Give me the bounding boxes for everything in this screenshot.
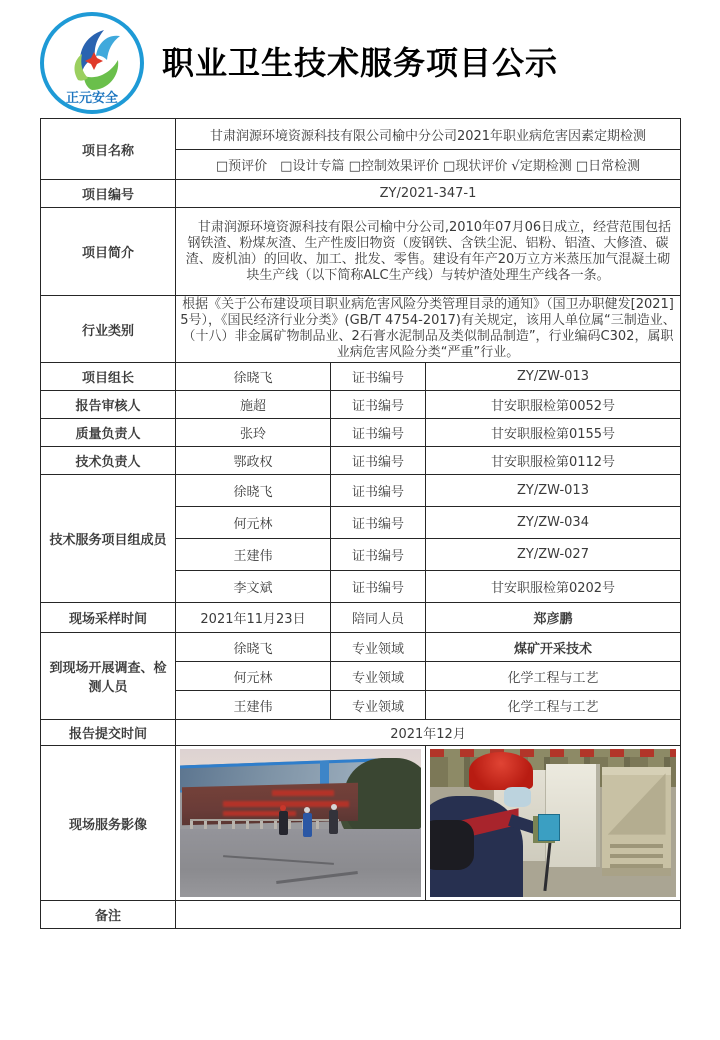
- team-member-name: 王建伟: [176, 539, 331, 571]
- team-member-name: 李文斌: [176, 571, 331, 603]
- investigator-field: 煤矿开采技术: [426, 633, 681, 662]
- companion-name: 郑彦鹏: [426, 603, 681, 633]
- photo-steel-structure: [602, 767, 671, 877]
- remark-value: [176, 901, 681, 929]
- cert-number-label: 证书编号: [331, 507, 426, 539]
- project-brief-label: 项目简介: [41, 208, 176, 296]
- field-label: 专业领域: [331, 633, 426, 662]
- cert-number-label: 证书编号: [331, 571, 426, 603]
- photo-worker: [279, 811, 288, 835]
- photo-sampling-device: [538, 814, 560, 841]
- sampling-time-label: 现场采样时间: [41, 603, 176, 633]
- photo-backpack: [430, 820, 474, 870]
- industry-category-label: 行业类别: [41, 296, 176, 363]
- photo-worker: [303, 813, 312, 837]
- project-number-label: 项目编号: [41, 180, 176, 208]
- report-time-label: 报告提交时间: [41, 720, 176, 746]
- investigators-label: 到现场开展调查、检测人员: [41, 633, 176, 720]
- document-header: [0, 0, 720, 118]
- photo-wall-sign: [223, 801, 348, 807]
- report-reviewer-name: 施超: [176, 391, 331, 419]
- quality-manager-name: 张玲: [176, 419, 331, 447]
- logo-text: 正元安全: [65, 91, 119, 106]
- project-name-label: 项目名称: [41, 119, 176, 180]
- cert-number-label: 证书编号: [331, 363, 426, 391]
- cert-number-label: 证书编号: [331, 419, 426, 447]
- cert-number-label: 证书编号: [331, 447, 426, 475]
- investigator-field: 化学工程与工艺: [426, 691, 681, 720]
- investigator-field: 化学工程与工艺: [426, 662, 681, 691]
- industry-category-value: 根据《关于公布建设项目职业病危害风险分类管理目录的通知》（国卫办职健发[2021]5号），《国民经济行业分类》(GB/T 4754-2017)有关规定，该用人单位属“三制造业、（十八）非金属矿物制品业、2石膏水泥制品及类似制品制造”，行业编码C302，属职业病危害风险分类“严重”行业。: [176, 296, 681, 363]
- cert-number-label: 证书编号: [331, 475, 426, 507]
- photo-worker: [329, 810, 338, 834]
- site-photo-sampling-worker: [430, 749, 676, 897]
- report-time-value: 2021年12月: [176, 720, 681, 746]
- project-number-value: ZY/2021-347-1: [176, 180, 681, 208]
- project-leader-cert: ZY/ZW-013: [426, 363, 681, 391]
- field-label: 专业领域: [331, 691, 426, 720]
- project-leader-label: 项目组长: [41, 363, 176, 391]
- team-member-cert: ZY/ZW-034: [426, 507, 681, 539]
- photo-wall-sign: [272, 790, 335, 796]
- table-row: [41, 419, 681, 447]
- quality-manager-label: 质量负责人: [41, 419, 176, 447]
- sampling-date: 2021年11月23日: [176, 603, 331, 633]
- table-row: [41, 603, 681, 633]
- cert-number-label: 证书编号: [331, 391, 426, 419]
- project-name-value: 甘肃润源环境资源科技有限公司榆中分公司2021年职业病危害因素定期检测: [176, 119, 681, 150]
- project-type-options: □预评价 □设计专篇 □控制效果评价 □现状评价 √定期检测 □日常检测: [176, 150, 681, 180]
- photo-red-hard-hat: [469, 752, 533, 790]
- table-row: [41, 391, 681, 419]
- team-member-name: 何元林: [176, 507, 331, 539]
- site-photo-factory-yard: [180, 749, 421, 897]
- project-brief-value: 甘肃润源环境资源科技有限公司榆中分公司,2010年07月06日成立，经营范围包括钢铁渣、粉煤灰渣、生产性废旧物资（废钢铁、含铁尘泥、铝粉、铝渣、大修渣、碳渣、废机油）的回收、加工、批发、零售。建设有年产20万立方米蒸压加气混凝土砌块生产线（以下简称ALC生产线）与转炉渣处理生产线各一条。: [176, 208, 681, 296]
- companion-label: 陪同人员: [331, 603, 426, 633]
- project-publicity-table: [40, 118, 681, 929]
- site-photos-label: 现场服务影像: [41, 746, 176, 901]
- investigator-name: 徐晓飞: [176, 633, 331, 662]
- investigator-name: 何元林: [176, 662, 331, 691]
- tech-manager-cert: 甘安职服检第0112号: [426, 447, 681, 475]
- investigator-name: 王建伟: [176, 691, 331, 720]
- remark-label: 备注: [41, 901, 176, 929]
- report-reviewer-cert: 甘安职服检第0052号: [426, 391, 681, 419]
- table-row: [41, 633, 681, 662]
- report-reviewer-label: 报告审核人: [41, 391, 176, 419]
- photo-face-mask: [504, 787, 531, 806]
- team-member-cert: ZY/ZW-013: [426, 475, 681, 507]
- team-label: 技术服务项目组成员: [41, 475, 176, 603]
- tech-manager-name: 鄂政权: [176, 447, 331, 475]
- field-label: 专业领域: [331, 662, 426, 691]
- table-row: [41, 447, 681, 475]
- site-photo-left-cell: [176, 746, 426, 901]
- page-title: 职业卫生技术服务项目公示: [161, 44, 558, 82]
- site-photo-right-cell: [426, 746, 681, 901]
- table-row: [41, 475, 681, 507]
- table-row: [41, 363, 681, 391]
- photo-concrete-ground: [180, 829, 421, 897]
- tech-manager-label: 技术负责人: [41, 447, 176, 475]
- team-member-cert: ZY/ZW-027: [426, 539, 681, 571]
- quality-manager-cert: 甘安职服检第0155号: [426, 419, 681, 447]
- cert-number-label: 证书编号: [331, 539, 426, 571]
- project-leader-name: 徐晓飞: [176, 363, 331, 391]
- team-member-name: 徐晓飞: [176, 475, 331, 507]
- team-member-cert: 甘安职服检第0202号: [426, 571, 681, 603]
